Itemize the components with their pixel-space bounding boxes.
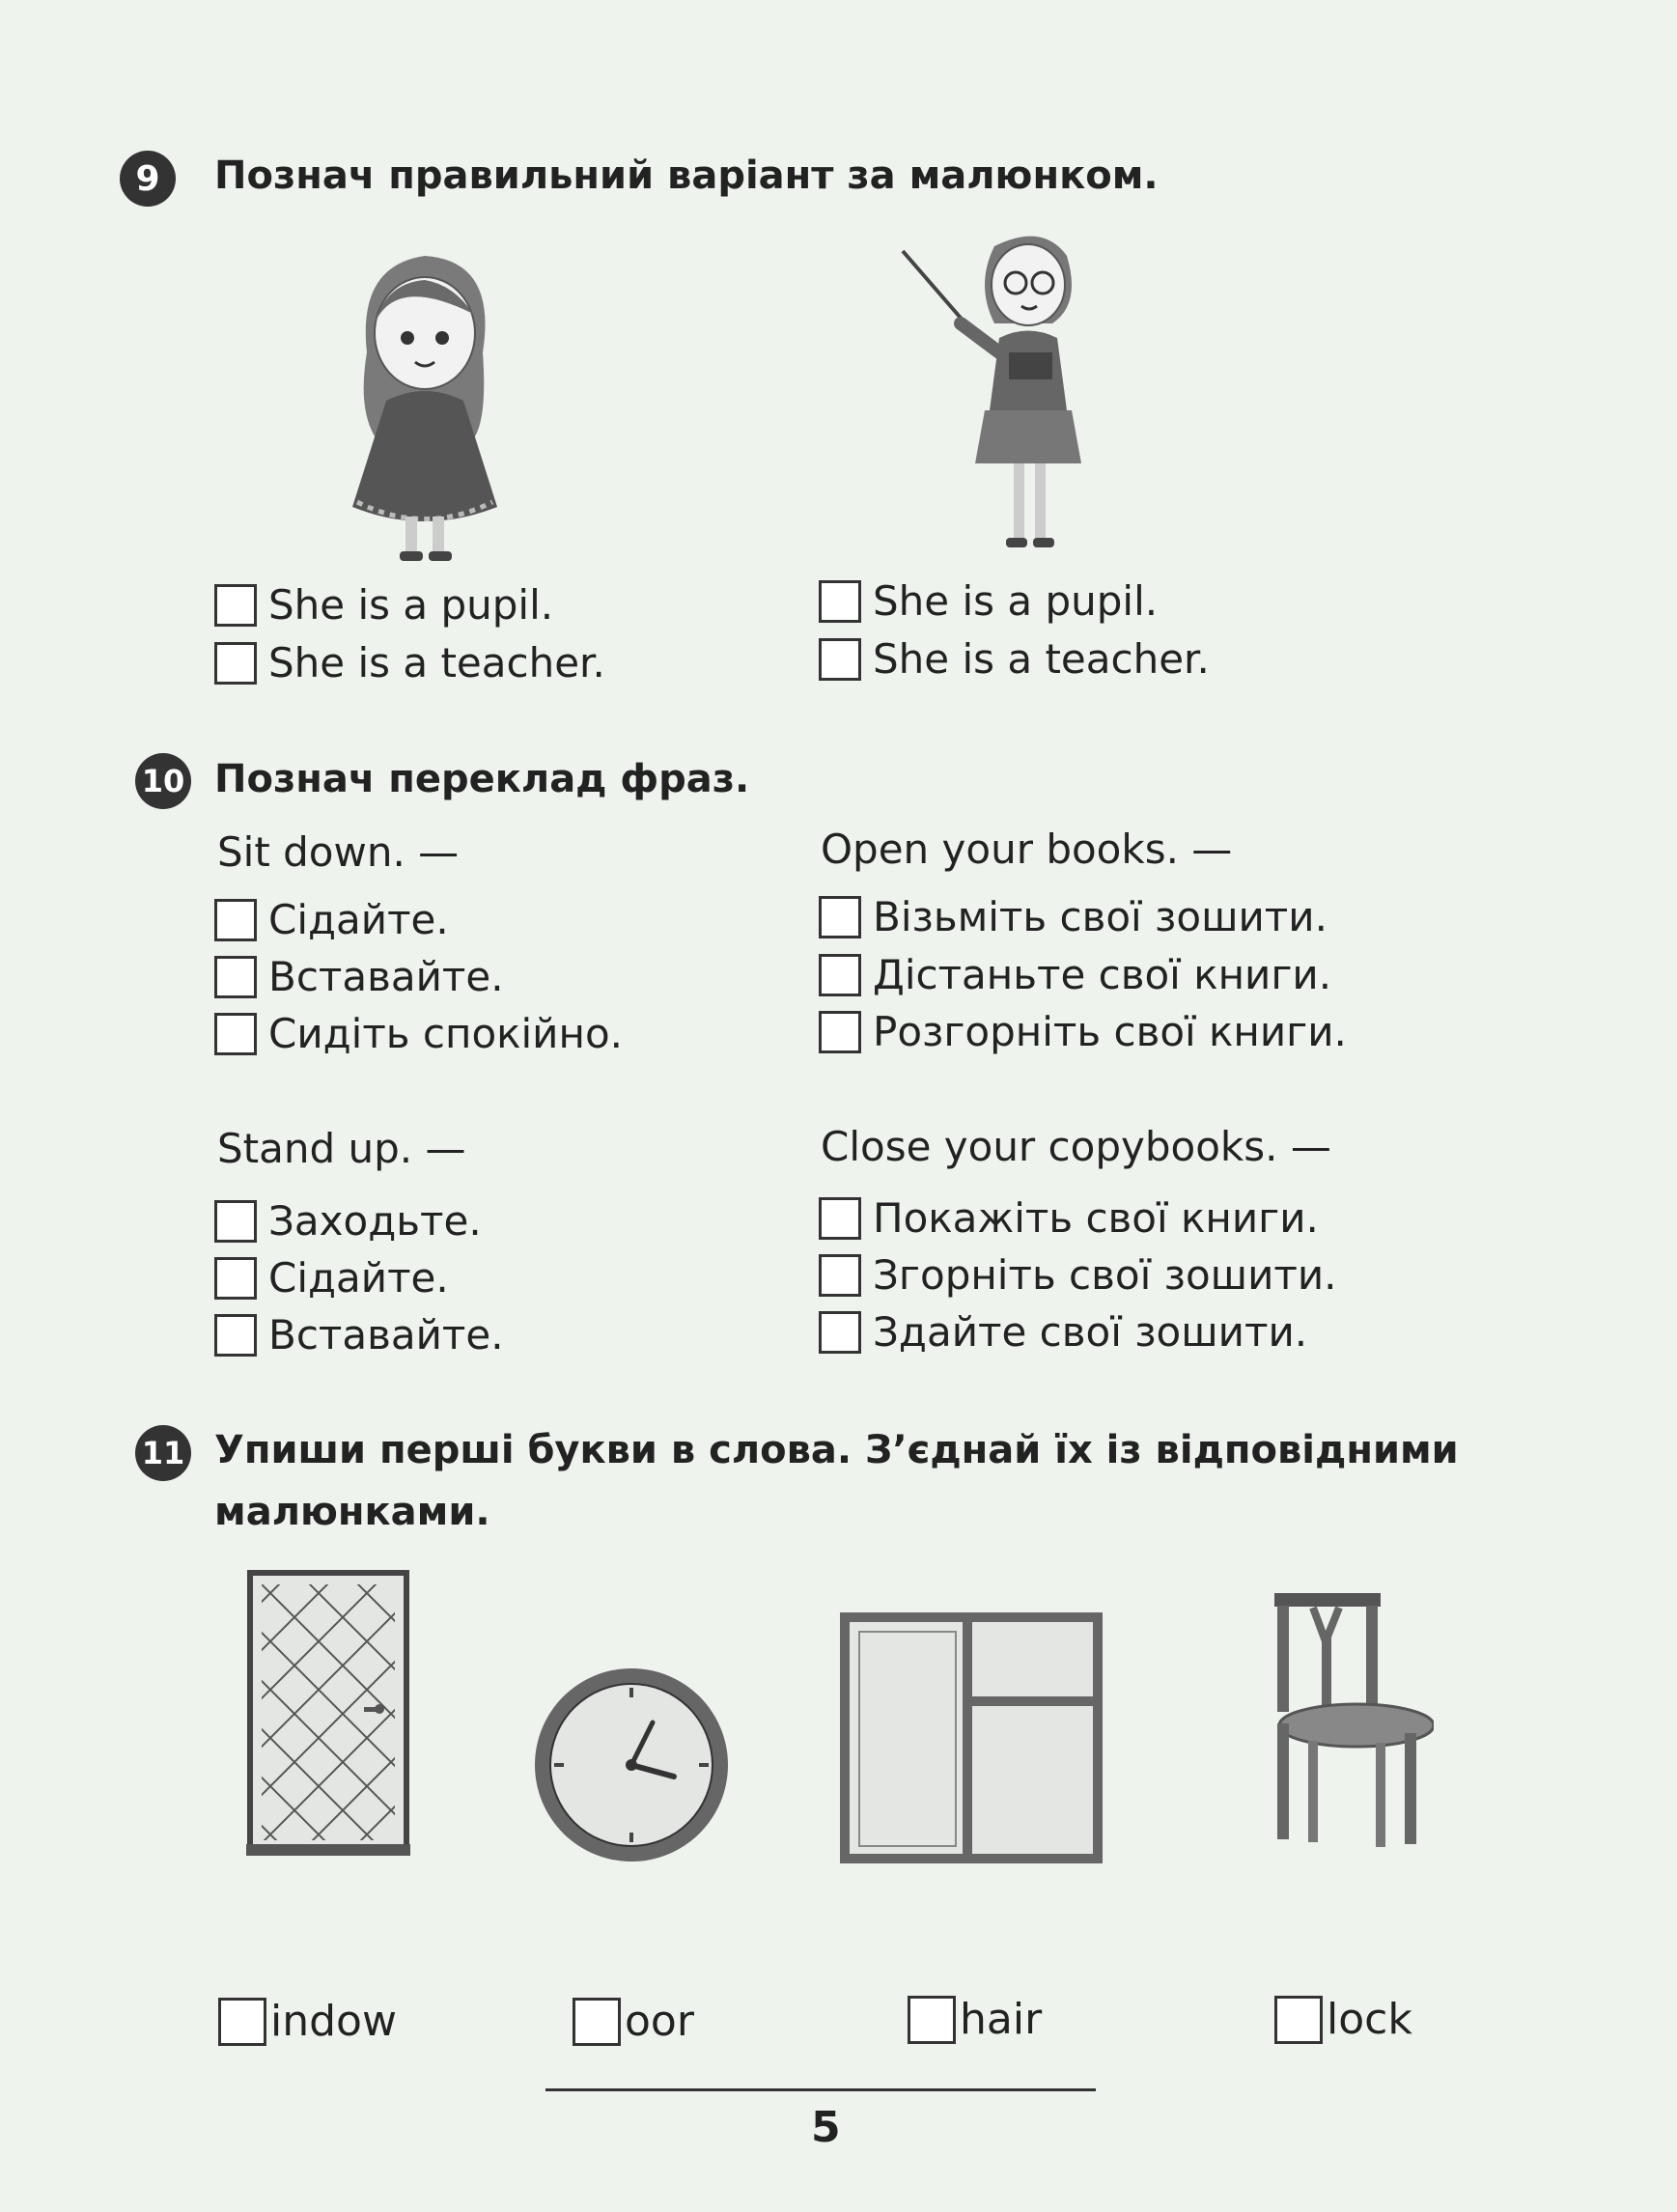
ex10-q4-option-1-label: Покажіть свої книги.	[873, 1194, 1319, 1242]
exercise-9-number: 9	[120, 151, 176, 207]
chair-icon	[1270, 1588, 1434, 1857]
word-clock-letter-box[interactable]	[1274, 1996, 1323, 2044]
word-door-label: oor	[625, 1997, 694, 2046]
exercise-11-number: 11	[135, 1425, 191, 1481]
page-number: 5	[811, 2103, 841, 2152]
door-icon	[246, 1569, 410, 1859]
ex10-q3-option-2-label: Сідайте.	[268, 1254, 449, 1302]
ex10-q4-option-3-label: Здайте свої зошити.	[873, 1308, 1308, 1356]
ex9-right-option-1	[819, 577, 1158, 625]
ex10-q4-checkbox-3[interactable]	[819, 1311, 861, 1354]
ex10-q2-option-1-label: Візьміть свої зошити.	[873, 893, 1328, 940]
ex10-q2-prompt: Open your books. —	[821, 826, 1233, 873]
footer-divider	[545, 2088, 1096, 2091]
ex10-q3-prompt: Stand up. —	[217, 1125, 466, 1172]
ex10-q1-option-2	[214, 953, 504, 1000]
ex10-q3-option-3	[214, 1311, 504, 1358]
ex10-q4-checkbox-1[interactable]	[819, 1197, 861, 1240]
word-door	[573, 1997, 694, 2046]
exercise-10-title: Познач переклад фраз.	[214, 757, 750, 801]
exercise-11-title-line-2: малюнками.	[214, 1490, 490, 1534]
ex10-q2-option-3-label: Розгорніть свої книги.	[873, 1008, 1347, 1055]
window-icon	[840, 1612, 1103, 1863]
ex10-q1-prompt: Sit down. —	[217, 828, 460, 876]
ex10-q1-checkbox-2[interactable]	[214, 956, 257, 998]
ex9-right-option-2-label: She is a teacher.	[873, 635, 1210, 683]
exercise-10-number: 10	[135, 753, 191, 809]
ex10-q2-checkbox-2[interactable]	[819, 954, 861, 996]
word-clock	[1274, 1995, 1412, 2044]
word-clock-label: lock	[1327, 1995, 1412, 2044]
ex10-q1-option-1	[214, 896, 449, 943]
ex9-left-checkbox-1[interactable]	[214, 584, 257, 627]
ex9-left-option-1-label: She is a pupil.	[268, 581, 554, 629]
pupil-girl-illustration	[328, 246, 521, 565]
ex10-q1-option-1-label: Сідайте.	[268, 896, 449, 943]
ex9-left-option-2-label: She is a teacher.	[268, 639, 605, 686]
ex10-q4-prompt: Close your copybooks. —	[821, 1123, 1331, 1170]
ex10-q1-option-3-label: Сидіть спокійно.	[268, 1010, 623, 1057]
ex10-q3-checkbox-2[interactable]	[214, 1257, 257, 1300]
ex9-right-option-1-label: She is a pupil.	[873, 577, 1159, 625]
ex10-q2-checkbox-3[interactable]	[819, 1011, 861, 1053]
ex9-left-option-2	[214, 639, 605, 686]
word-chair-label: hair	[960, 1995, 1043, 2044]
ex10-q2-option-3	[819, 1008, 1347, 1055]
word-window-letter-box[interactable]	[218, 1998, 266, 2046]
word-door-letter-box[interactable]	[573, 1998, 621, 2046]
ex9-right-checkbox-1[interactable]	[819, 580, 861, 623]
clock-icon	[529, 1663, 734, 1867]
ex10-q3-checkbox-1[interactable]	[214, 1200, 257, 1243]
ex10-q2-option-2	[819, 951, 1331, 998]
ex10-q4-checkbox-2[interactable]	[819, 1254, 861, 1297]
ex10-q4-option-2	[819, 1251, 1336, 1299]
teacher-illustration	[898, 217, 1110, 560]
ex10-q4-option-1	[819, 1194, 1319, 1242]
ex10-q3-option-3-label: Вставайте.	[268, 1311, 504, 1358]
ex10-q1-option-2-label: Вставайте.	[268, 953, 504, 1000]
ex10-q1-checkbox-1[interactable]	[214, 899, 257, 941]
ex10-q4-option-3	[819, 1308, 1307, 1356]
word-chair	[908, 1995, 1042, 2044]
ex10-q3-option-1	[214, 1197, 482, 1245]
word-window-label: indow	[270, 1997, 397, 2046]
ex10-q2-checkbox-1[interactable]	[819, 896, 861, 938]
ex10-q1-option-3	[214, 1010, 623, 1057]
ex10-q3-checkbox-3[interactable]	[214, 1314, 257, 1357]
ex10-q3-option-2	[214, 1254, 449, 1302]
ex10-q3-option-1-label: Заходьте.	[268, 1197, 482, 1245]
ex10-q2-option-1	[819, 893, 1328, 940]
ex9-left-option-1	[214, 581, 553, 629]
ex9-right-option-2	[819, 635, 1210, 683]
ex9-left-checkbox-2[interactable]	[214, 642, 257, 685]
exercise-9-title: Познач правильний варіант за малюнком.	[214, 154, 1159, 198]
ex10-q4-option-2-label: Згорніть свої зошити.	[873, 1251, 1337, 1299]
word-window	[218, 1997, 397, 2046]
ex10-q1-checkbox-3[interactable]	[214, 1013, 257, 1055]
exercise-11-title-line-1: Упиши перші букви в слова. З’єднай їх із відповідними	[214, 1428, 1459, 1472]
ex9-right-checkbox-2[interactable]	[819, 638, 861, 681]
ex10-q2-option-2-label: Дістаньте свої книги.	[873, 951, 1332, 998]
word-chair-letter-box[interactable]	[908, 1996, 956, 2044]
